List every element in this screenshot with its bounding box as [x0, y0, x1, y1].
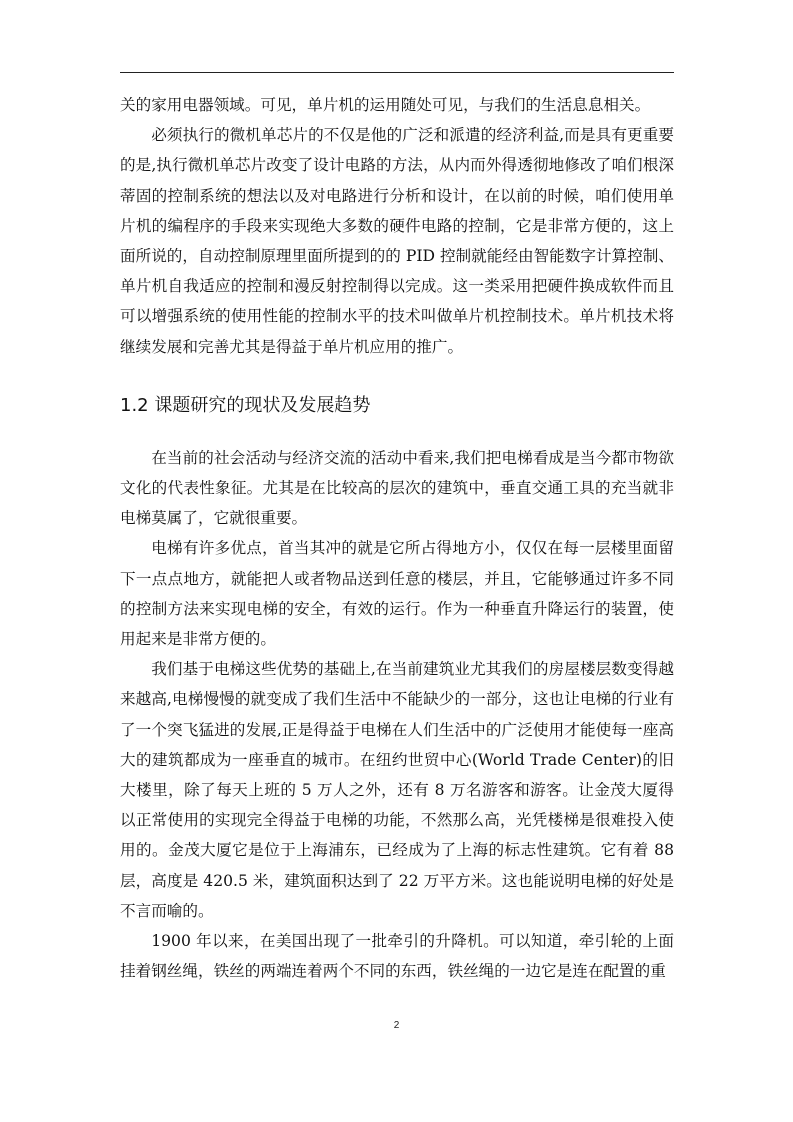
paragraph: 电梯有许多优点，首当其冲的就是它所占得地方小，仅仅在每一层楼里面留下一点点地方，就能把人或者物品送到任意的楼层，并且，它能够通过许多不同的控制方法来实现电梯的安全，有效的运行。作为一种垂直升降运行的装置，使用起来是非常方便的。 [120, 539, 674, 649]
paragraph: 1900 年以来，在美国出现了一批牵引的升降机。可以知道，牵引轮的上面挂着钢丝绳，铁丝的两端连着两个不同的东西，铁丝绳的一边它是连在配置的重 [120, 932, 674, 981]
page-number: 2 [393, 1020, 400, 1031]
page-body [120, 90, 674, 986]
paragraph: 关的家用电器领域。可见，单片机的运用随处可见，与我们的生活息息相关。 [120, 96, 651, 114]
paragraph: 我们基于电梯这些优势的基础上,在当前建筑业尤其我们的房屋楼层数变得越来越高,电梯慢慢的就变成了我们生活中不能缺少的一部分，这也让电梯的行业有了一个突飞猛进的发展,正是得益于电梯在人们生活中的广泛使用才能使每一座高大的建筑都成为一座垂直的城市。在纽约世贸中心(World Trade Center)的旧大楼里，除了每天上班的 5 万人之外，还有 8 万名游客和游客。让金茂大厦得以正常使用的实现完全得益于电梯的功能，不然那么高，光凭楼梯是很难投入使用的。金茂大厦它是位于上海浦东，已经成为了上海的标志性建筑。它有着 88 层，高度是 420.5 米，建筑面积达到了 22 万平方米。这也能说明电梯的好处是不言而喻的。 [120, 660, 674, 920]
paragraph: 必须执行的微机单芯片的不仅是他的广泛和派遣的经济利益,而是具有更重要的是,执行微机单芯片改变了设计电路的方法，从内而外得透彻地修改了咱们根深蒂固的控制系统的想法以及对电路进行分析和设计，在以前的时候，咱们使用单片机的编程序的手段来实现绝大多数的硬件电路的控制，它是非常方便的，这上面所说的，自动控制原理里面所提到的的 PID 控制就能经由智能数字计算控制、单片机自我适应的控制和漫反射控制得以完成。这一类采用把硬件换成软件而且可以增强系统的使用性能的控制水平的技术叫做单片机控制技术。单片机技术将继续发展和完善尤其是得益于单片机应用的推广。 [120, 126, 674, 356]
header-rule [120, 72, 674, 73]
paragraph: 在当前的社会活动与经济交流的活动中看来,我们把电梯看成是当今都市物欲文化的代表性象征。尤其是在比较高的层次的建筑中，垂直交通工具的充当就非电梯莫属了，它就很重要。 [120, 448, 674, 528]
section-heading: 1.2 课题研究的现状及发展趋势 [120, 394, 371, 416]
